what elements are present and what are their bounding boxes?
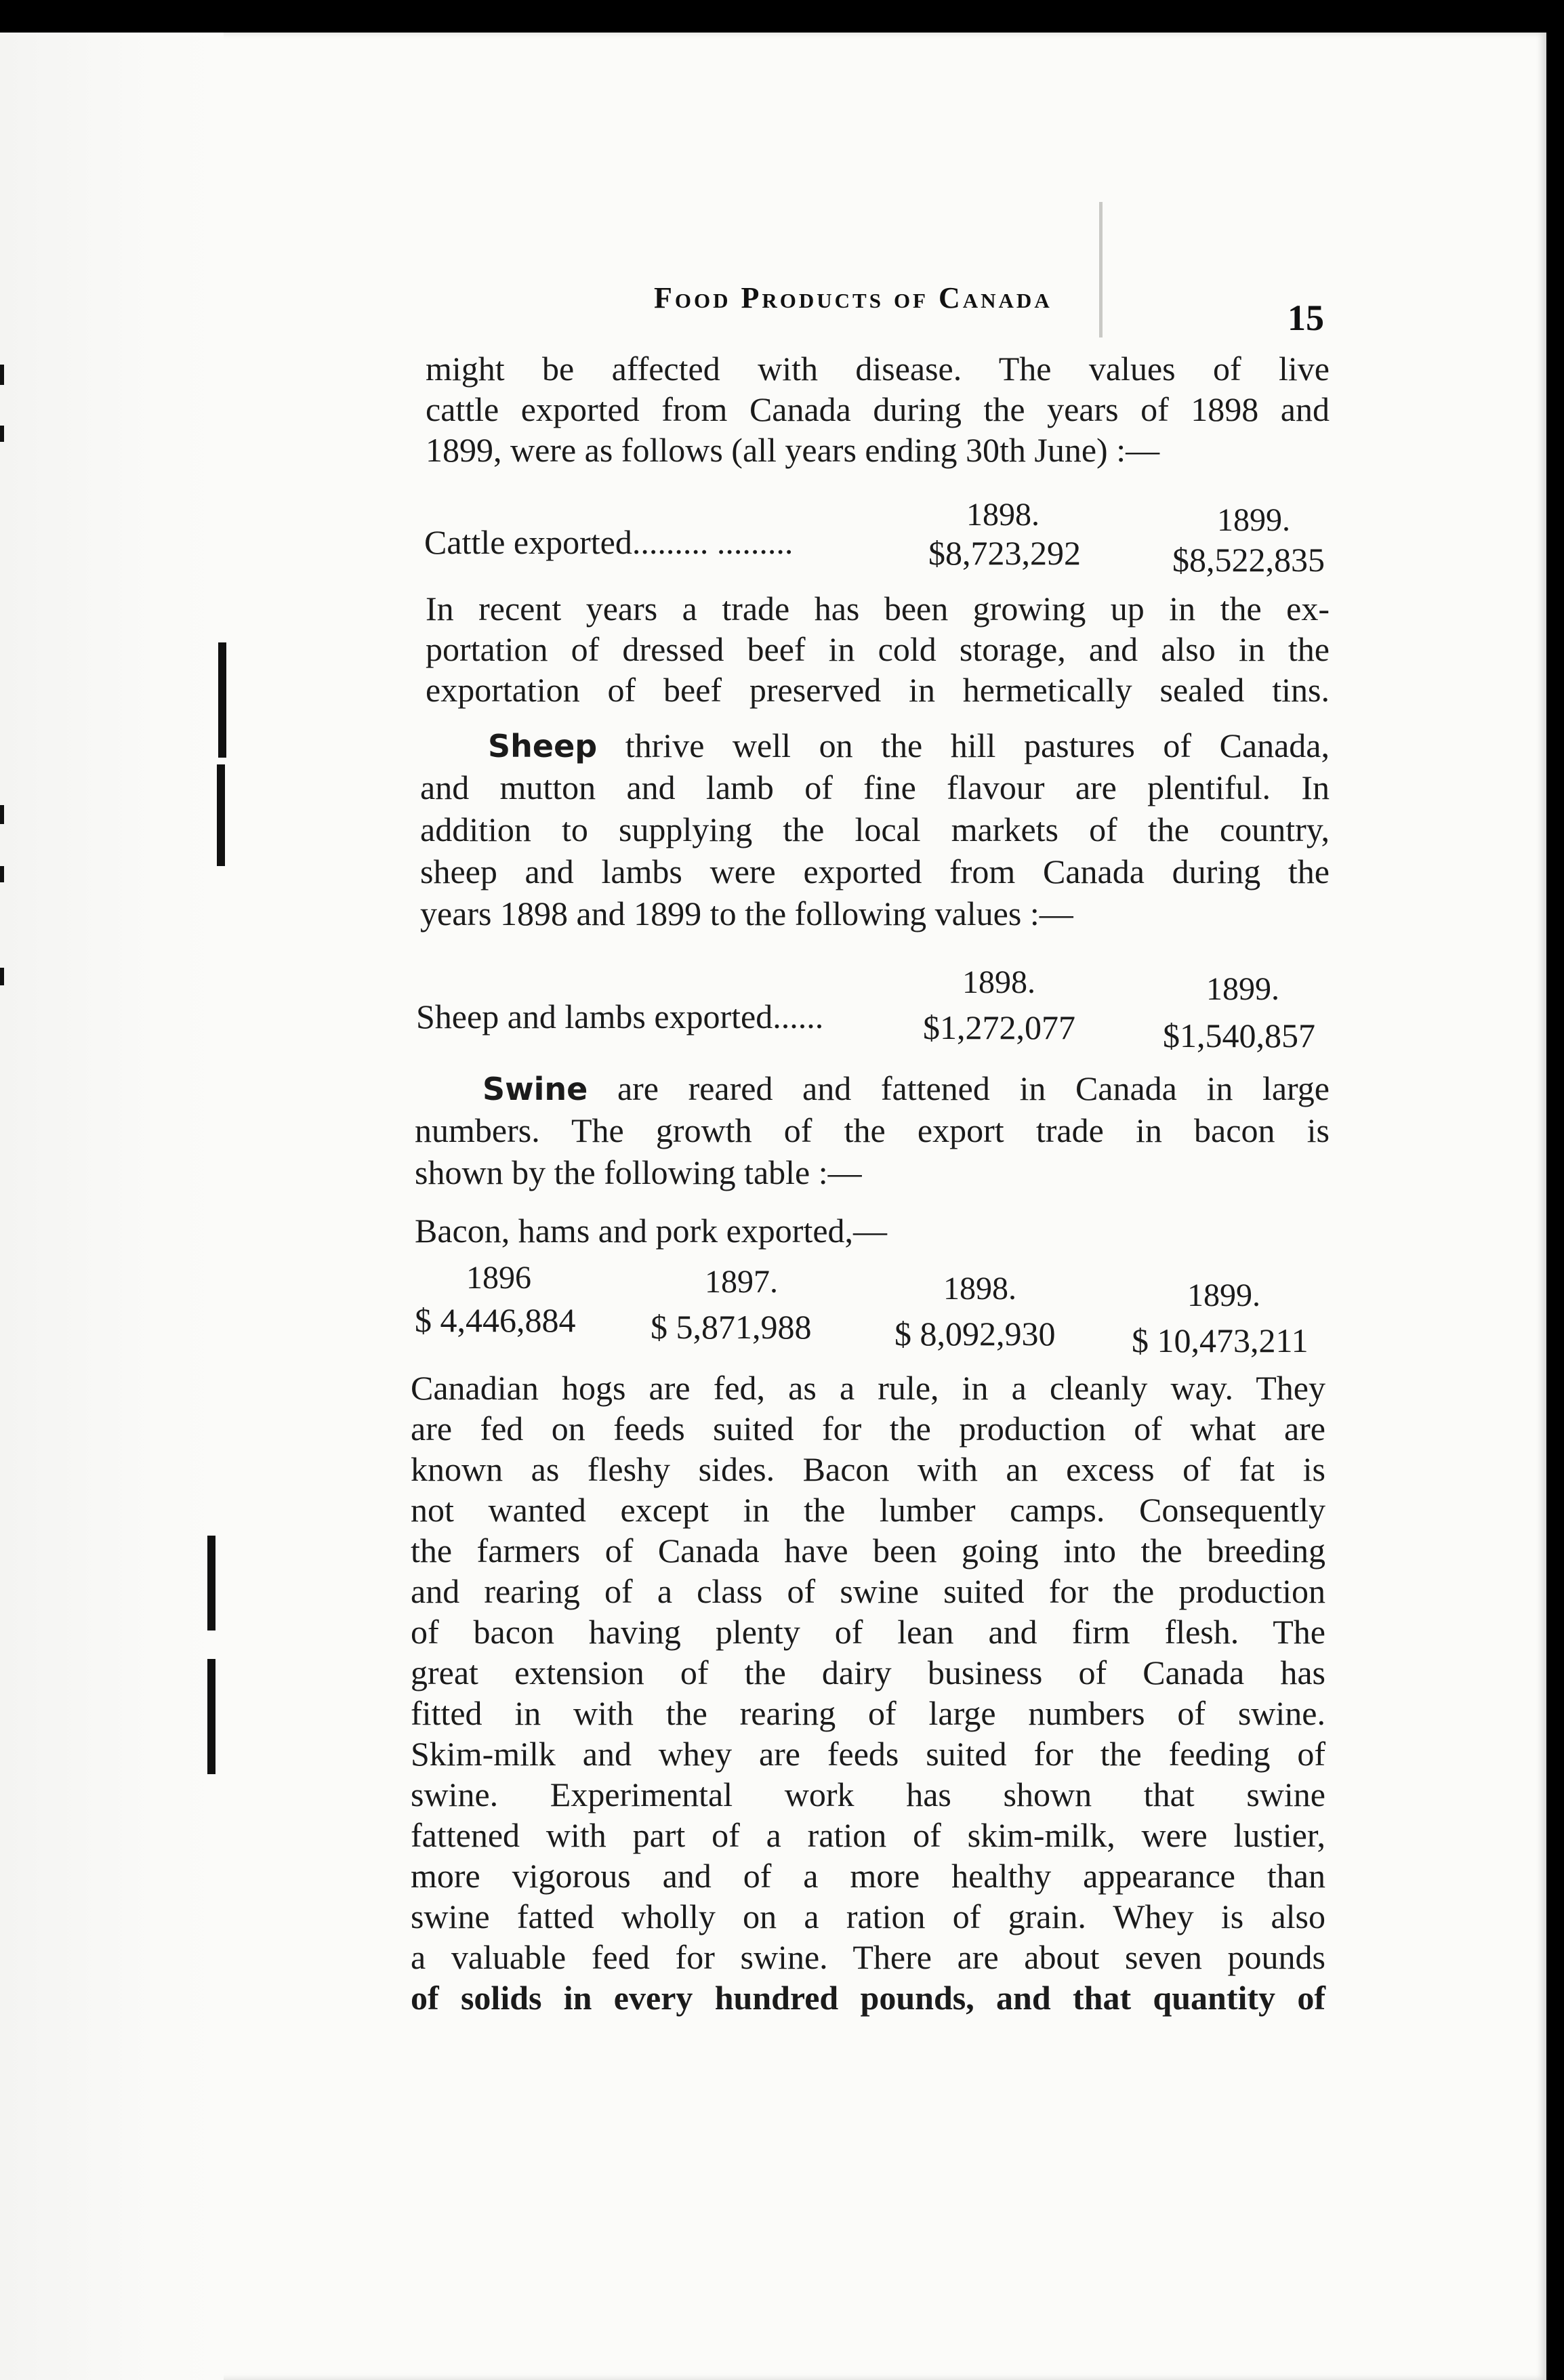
text-line: more vigorous and of a more healthy appearance than (411, 1857, 1325, 1895)
edge-tick (0, 426, 4, 442)
text-line: numbers. The growth of the export trade in bacon is (415, 1111, 1330, 1149)
bacon-value-1897: $ 5,871,988 (651, 1308, 812, 1346)
sheep-value-1899: $1,540,857 (1163, 1017, 1315, 1054)
page-crease (1099, 202, 1103, 337)
cattle-year-1898: 1898. (966, 497, 1040, 533)
edge-tick (0, 866, 4, 882)
text-line: the farmers of Canada have been going into the breeding (411, 1532, 1325, 1569)
text-line: Canadian hogs are fed, as a rule, in a cleanly way. They (411, 1369, 1325, 1407)
edge-tick (0, 365, 4, 385)
binding-mark (217, 764, 225, 866)
cattle-year-1899: 1899. (1217, 502, 1290, 538)
cattle-value-1899: $8,522,835 (1172, 541, 1325, 579)
cattle-label: Cattle exported......... ......... (424, 523, 794, 561)
text-line: a valuable feed for swine. There are about seven pounds (411, 1938, 1325, 1976)
text-line: of bacon having plenty of lean and firm flesh. The (411, 1613, 1325, 1651)
text-line: are fed on feeds suited for the production of what are (411, 1410, 1325, 1448)
edge-tick (0, 805, 4, 824)
text-line: exportation of beef preserved in hermetically sealed tins. (426, 671, 1330, 709)
text-line: shown by the following table :— (415, 1153, 862, 1191)
text-line: swine. Experimental work has shown that swine (411, 1776, 1325, 1813)
bacon-year-1898: 1898. (943, 1271, 1016, 1307)
text-line: great extension of the dairy business of Canada has (411, 1654, 1325, 1691)
text-line: and mutton and lamb of fine flavour are plentiful. In (420, 768, 1330, 806)
bacon-value-1898: $ 8,092,930 (894, 1315, 1056, 1353)
text-line: Skim-milk and whey are feeds suited for the feeding of (411, 1735, 1325, 1773)
text-line: 1899, were as follows (all years ending 30th June) :— (426, 431, 1160, 469)
text-line: years 1898 and 1899 to the following values :— (420, 895, 1073, 932)
text-line: cattle exported from Canada during the years of 1898 and (426, 390, 1330, 428)
text-line: not wanted except in the lumber camps. Consequently (411, 1491, 1325, 1529)
text-line: addition to supplying the local markets of the country, (420, 811, 1330, 848)
sheep-year-1898: 1898. (962, 964, 1035, 1000)
sheep-label: Sheep and lambs exported...... (416, 998, 824, 1035)
text-line: and rearing of a class of swine suited for the production (411, 1572, 1325, 1610)
running-header: Food Products of Canada (654, 281, 1052, 314)
sheep-lead-word: Sheep (488, 728, 598, 764)
binding-mark (207, 1536, 215, 1630)
cattle-value-1898: $8,723,292 (928, 534, 1081, 572)
text-line: In recent years a trade has been growing up in the ex- (426, 590, 1330, 628)
sheep-value-1898: $1,272,077 (923, 1008, 1075, 1046)
left-page-strip (0, 33, 224, 2380)
swine-first-line (482, 1068, 1330, 1109)
text-line: sheep and lambs were exported from Canada during the (420, 853, 1330, 890)
sheep-year-1899: 1899. (1206, 971, 1279, 1007)
sheep-first-line-text: thrive well on the hill pastures of Canada, (597, 726, 1330, 764)
text-line: fitted in with the rearing of large numbers of swine. (411, 1694, 1325, 1732)
text-line: portation of dressed beef in cold storage, and also in the (426, 630, 1330, 668)
text-line: swine fatted wholly on a ration of grain. Whey is also (411, 1897, 1325, 1935)
binding-mark (207, 1659, 215, 1774)
bacon-year-1899: 1899. (1187, 1277, 1260, 1313)
swine-first-line-text: are reared and fattened in Canada in large (588, 1069, 1330, 1107)
page-number: 15 (1288, 298, 1324, 338)
edge-tick (0, 968, 4, 985)
bacon-value-1899: $ 10,473,211 (1132, 1321, 1309, 1359)
sheep-first-line (488, 725, 1330, 766)
bacon-year-1896: 1896 (466, 1260, 531, 1296)
bacon-year-1897: 1897. (705, 1264, 778, 1300)
swine-lead-word: Swine (482, 1071, 588, 1107)
binding-mark (218, 642, 226, 758)
bacon-value-1896: $ 4,446,884 (415, 1301, 576, 1339)
text-line: known as fleshy sides. Bacon with an excess of fat is (411, 1450, 1325, 1488)
text-line: fattened with part of a ration of skim-milk, were lustier, (411, 1816, 1325, 1854)
bacon-label: Bacon, hams and pork exported,— (415, 1212, 888, 1250)
text-line: of solids in every hundred pounds, and that quantity of (411, 1979, 1325, 2017)
text-line: might be affected with disease. The values of live (426, 350, 1330, 388)
